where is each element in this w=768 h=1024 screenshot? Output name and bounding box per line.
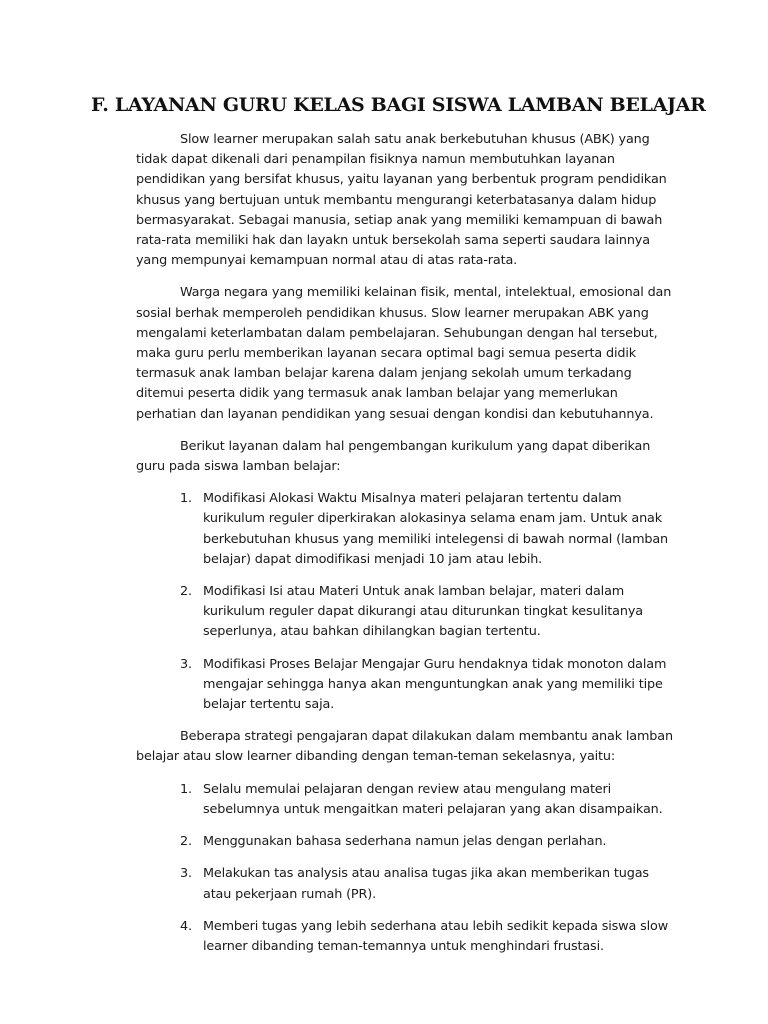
list-item	[136, 832, 678, 852]
list-number: 4.	[180, 918, 192, 934]
list-number: 1.	[180, 491, 192, 507]
section-heading: F. LAYANAN GURU KELAS BAGI SISWA LAMBAN BELAJAR	[91, 94, 706, 116]
list-item	[136, 582, 678, 643]
list-number: 2.	[180, 584, 192, 600]
list-item-text: Menggunakan bahasa sederhana namun jelas dengan perlahan.	[203, 834, 607, 850]
list-item	[136, 489, 678, 570]
list-number: 3.	[180, 866, 192, 882]
list-item-text: Memberi tugas yang lebih sederhana atau lebih sedikit kepada siswa slow learner dibanding teman-temannya untuk menghindari frustasi.	[203, 918, 669, 954]
teaching-strategy-list	[136, 780, 678, 957]
paragraph-strategy-intro: Beberapa strategi pengajaran dapat dilakukan dalam membantu anak lamban belajar atau slow learner dibanding dengan teman-teman sekelasnya, yaitu:	[136, 729, 673, 765]
list-item-text: Modifikasi Alokasi Waktu Misalnya materi pelajaran tertentu dalam kurikulum reguler diperkirakan alokasinya selama enam jam. Untuk anak berkebutuhan khusus yang memiliki intelegensi di bawah normal (lamban belajar) dapat dimodifikasi menjadi 10 jam atau lebih.	[203, 491, 669, 567]
list-item	[136, 655, 678, 716]
list-item	[136, 917, 678, 957]
curriculum-modification-list	[136, 489, 678, 715]
list-item	[136, 780, 678, 820]
list-number: 1.	[180, 781, 192, 797]
list-number: 3.	[180, 656, 192, 672]
list-item-text: Modifikasi Isi atau Materi Untuk anak lamban belajar, materi dalam kurikulum reguler dapat dikurangi atau diturunkan tingkat kesulitanya seperlunya, atau bahkan dihilangkan bagian tertentu.	[203, 584, 643, 640]
paragraph-citizen-rights: Warga negara yang memiliki kelainan fisik, mental, intelektual, emosional dan sosial berhak memperoleh pendidikan khusus. Slow learner merupakan ABK yang mengalami keterlambatan dalam pembelajaran. Sehubungan dengan hal tersebut, maka guru perlu memberikan layanan secara optimal bagi semua peserta didik termasuk anak lamban belajar karena dalam jenjang sekolah umum terkadang ditemui peserta didik yang termasuk anak lamban belajar yang memerlukan perhatian dan layanan pendidikan yang sesuai dengan kondisi dan kebutuhannya.	[136, 285, 672, 422]
list-item	[136, 864, 678, 904]
list-item-text: Selalu memulai pelajaran dengan review atau mengulang materi sebelumnya untuk mengaitkan materi pelajaran yang akan disampaikan.	[203, 781, 663, 817]
paragraph-slow-learner-intro: Slow learner merupakan salah satu anak berkebutuhan khusus (ABK) yang tidak dapat dikenali dari penampilan fisiknya namun membutuhkan layanan pendidikan yang bersifat khusus, yaitu layanan yang berbentuk program pendidikan khusus yang bertujuan untuk membantu mengurangi keterbatasanya dalam hidup bermasyarakat. Sebagai manusia, setiap anak yang memiliki kemampuan di bawah rata-rata memiliki hak dan layakn untuk bersekolah sama seperti saudara lainnya yang mempunyai kemampuan normal atau di atas rata-rata.	[136, 132, 667, 269]
list-item-text: Modifikasi Proses Belajar Mengajar Guru hendaknya tidak monoton dalam mengajar sehingga hanya akan menguntungkan anak yang memiliki tipe belajar tertentu saja.	[203, 656, 667, 713]
list-item-text: Melakukan tas analysis atau analisa tugas jika akan memberikan tugas atau pekerjaan rumah (PR).	[203, 866, 649, 902]
list-number: 2.	[180, 834, 192, 850]
paragraph-curriculum-intro: Berikut layanan dalam hal pengembangan kurikulum yang dapat diberikan guru pada siswa lamban belajar:	[136, 438, 651, 475]
